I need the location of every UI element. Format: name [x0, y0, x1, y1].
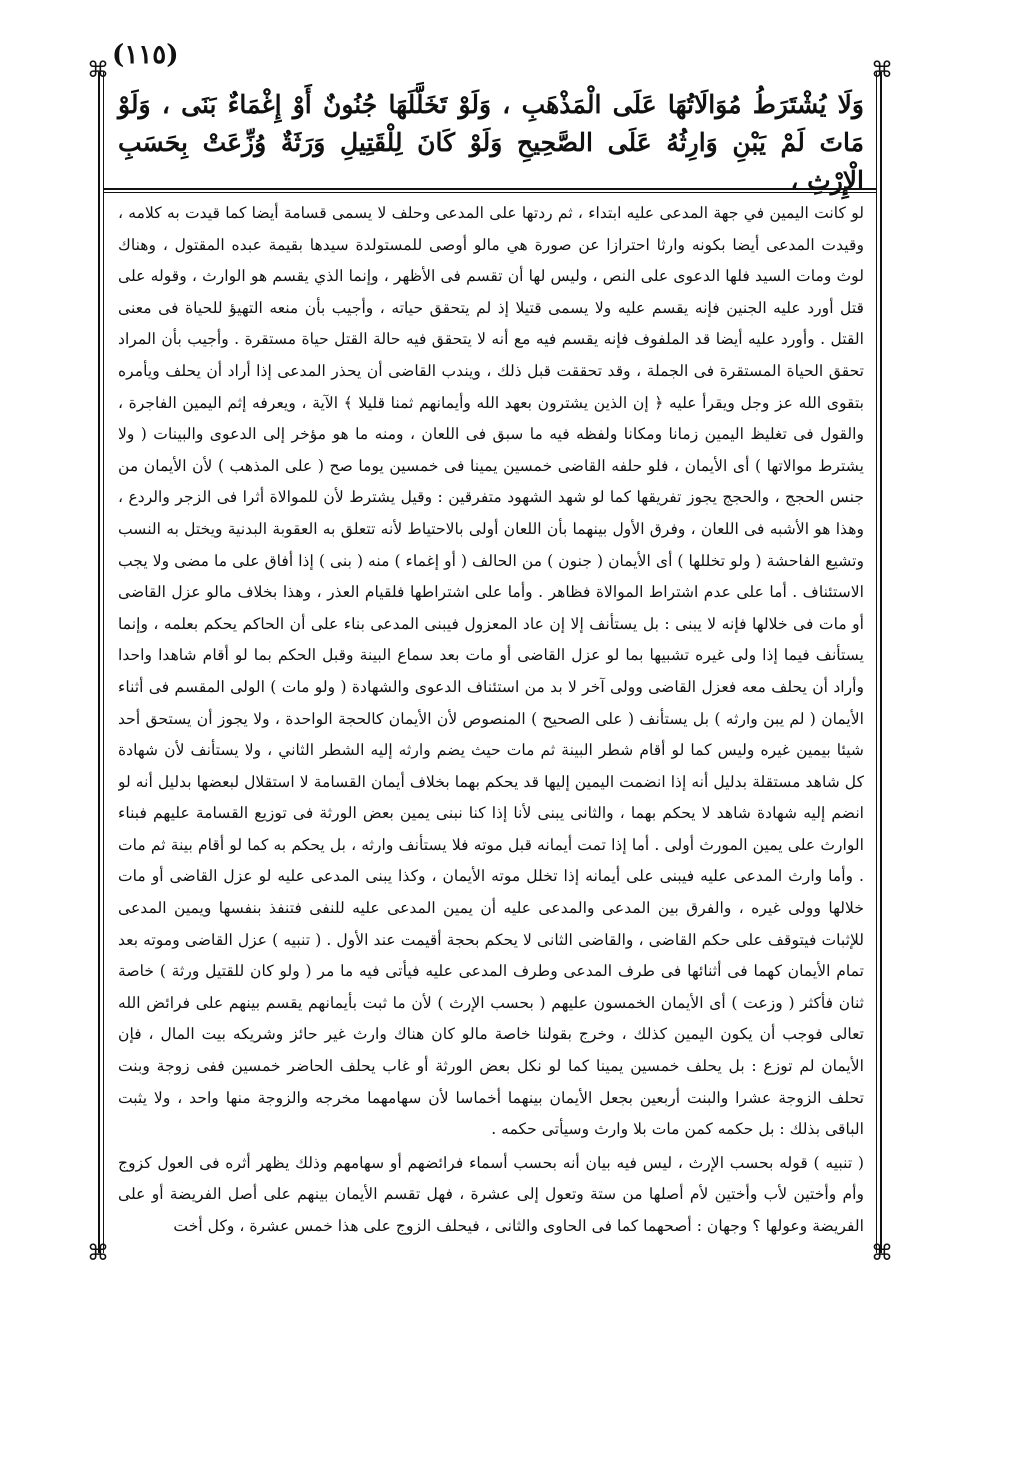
frame-left-border: [98, 72, 100, 1253]
commentary-paragraph-note: ( تنبيه ) قوله بحسب الإرث ، ليس فيه بيان أنه بحسب أسماء فرائضهم أو سهامهم وذلك يظهر أثره فى العول كزوج وأم وأختين لأب وأختين لأم أصلها من ستة وتعول إلى عشرة ، فهل تقسم الأيمان بينهم على أصل الفريضة أو على الفريضة وعولها ؟ وجهان : أصحهما كما فى الحاوى والثانى ، فيحلف الزوج على هذا خمس عشرة ، وكل أخت: [118, 1153, 864, 1235]
corner-ornament-icon: ⌘: [871, 58, 893, 83]
frame-left-inner-border: [103, 72, 104, 1253]
corner-ornament-icon: ⌘: [871, 1241, 893, 1266]
corner-ornament-icon: ⌘: [87, 1241, 109, 1266]
section-divider-thin: [104, 192, 876, 193]
matn-text: وَلَا يُشْتَرَطُ مُوَالَاتُهَا عَلَى الْمَذْهَبِ ، وَلَوْ تَخَلَّلَهَا جُنُونٌ أَوْ إِغْمَاءٌ بَنَى ، وَلَوْ مَاتَ لَمْ يَبْنِ وَارِثُهُ عَلَى الصَّحِيحِ وَلَوْ كَانَ لِلْقَتِيلِ وَرَثَةٌ وُزِّعَتْ بِحَسَبِ الْإِرْثِ ،: [118, 90, 864, 195]
frame-right-border: [880, 72, 882, 1253]
corner-ornament-icon: ⌘: [87, 58, 109, 83]
frame-right-inner-border: [876, 72, 877, 1253]
page-number: (١١٥): [112, 40, 179, 70]
section-divider: [104, 188, 876, 190]
commentary-paragraph: لو كانت اليمين في جهة المدعى عليه ابتداء ، ثم ردتها على المدعى وحلف لا يسمى قسامة أيضا كما قيدت به كلامه ، وقيدت المدعى أيضا بكونه وارثا احترازا عن صورة هي مالو أوصى للمستولدة سيدها بقيمة عبده المقتول ، وهناك لوث ومات السيد فلها الدعوى على النص ، وليس لها أن تقسم فى الأظهر ، وإنما الذي يقسم هو الوارث ، وقوله على قتل أورد عليه الجنين فإنه يقسم عليه ولا يسمى قتيلا إذ لم يتحقق حياته ، وأجيب بأن منعه التهيؤ للحياة فى معنى القتل . وأورد عليه أيضا قد الملفوف فإنه يقسم فيه مع أنه لا يتحقق فيه حالة القتل حياة مستقرة . وأجيب بأن المراد تحقق الحياة المستقرة فى الجملة ، وقد تحققت قبل ذلك ، ويندب القاضى أن يحذر المدعى إذا أراد أن يحلف ويأمره بتقوى الله عز وجل ويقرأ عليه ﴿ إن الذين يشترون بعهد الله وأيمانهم ثمنا قليلا ﴾ الآية ، ويعرفه إثم اليمين الفاجرة ، والقول فى تغليظ اليمين زمانا ومكانا ولفظه فيه ما سبق فى اللعان ، ومنه ما هو مؤخر إلى الدعوى والبينات ( ولا يشترط موالاتها ) أى الأيمان ، فلو حلفه القاضى خمسين يمينا فى خمسين يوما صح ( على المذهب ) لأن الأيمان من جنس الحجج ، والحجج يجوز تفريقها كما لو شهد الشهود متفرقين : وقيل يشترط لأن للموالاة أثرا فى الزجر والردع ، وهذا هو الأشبه فى اللعان ، وفرق الأول بينهما بأن اللعان أولى بالاحتياط لأنه تتعلق به العقوبة البدنية ويختل به النسب وتشيع الفاحشة ( ولو تخللها ) أى الأيمان ( جنون ) من الحالف ( أو إغماء ) منه ( بنى ) إذا أفاق على ما مضى ولا يجب الاستئناف . أما على عدم اشتراط الموالاة فظاهر . وأما على اشتراطها فلقيام العذر ، وهذا بخلاف مالو عزل القاضى أو مات فى خلالها فإنه لا يبنى : بل يستأنف إلا إن عاد المعزول فيبنى المدعى بناء على أن الحاكم يحكم بعلمه ، وإنما يستأنف فيما إذا ولى غيره تشبيها بما لو عزل القاضى أو مات بعد سماع البينة وقبل الحكم بما لو أقام شاهدا واحدا وأراد أن يحلف معه فعزل القاضى وولى آخر لا بد من استئناف الدعوى والشهادة ( ولو مات ) الولى المقسم فى أثناء الأيمان ( لم يبن وارثه ) بل يستأنف ( على الصحيح ) المنصوص لأن الأيمان كالحجة الواحدة ، ولا يجوز أن يستحق أحد شيئا بيمين غيره وليس كما لو أقام شطر البينة ثم مات حيث يضم وارثه إليه الشطر الثاني ، ولا يستأنف لأن شهادة كل شاهد مستقلة بدليل أنه إذا انضمت اليمين إليها قد يحكم بهما بخلاف أيمان القسامة لا استقلال لبعضها بدليل أنه لو انضم إليه شهادة شاهد لا يحكم بهما ، والثانى يبنى لأنا إذا كنا نبنى يمين بعض الورثة فى توزيع القسامة عليهم فبناء الوارث على يمين المورث أولى . أما إذا تمت أيمانه قبل موته فلا يستأنف وارثه ، بل يحكم به كما لو أقام بينة ثم مات . وأما وارث المدعى عليه فيبنى على أيمانه إذا تخلل موته الأيمان ، وكذا يبنى المدعى عليه لو عزل القاضى أو مات خلالها وولى غيره ، والفرق بين المدعى والمدعى عليه أن يمين المدعى عليه للنفى فتنفذ بنفسها ويمين المدعى للإثبات فيتوقف على حكم القاضى ، والقاضى الثانى لا يحكم بحجة أقيمت عند الأول . ( تنبيه ) عزل القاضى وموته بعد تمام الأيمان كهما فى أثنائها فى طرف المدعى وطرف المدعى عليه فيأتى فيه ما مر ( ولو كان للقتيل ورثة ) خاصة ثنان فأكثر ( وزعت ) أى الأيمان الخمسون عليهم ( بحسب الإرث ) لأن ما ثبت بأيمانهم يقسم بينهم على فرائض الله تعالى فوجب أن يكون اليمين كذلك ، وخرج بقولنا خاصة مالو كان هناك وارث غير حائز وشريكه بيت المال ، فإن الأيمان لم توزع : بل يحلف خمسين يمينا كما لو نكل بعض الورثة أو غاب يحلف الحاضر خمسين ففى زوجة وبنت تحلف الزوجة عشرا والبنت أربعين بجعل الأيمان بينهما أخماسا لأن سهامهما مخرجه والزوجة منها واحد ، ولا يثبت الباقى بذلك : بل حكمه كمن مات بلا وارث وسيأتى حكمه .: [118, 204, 864, 1139]
commentary-body: [118, 198, 864, 1238]
